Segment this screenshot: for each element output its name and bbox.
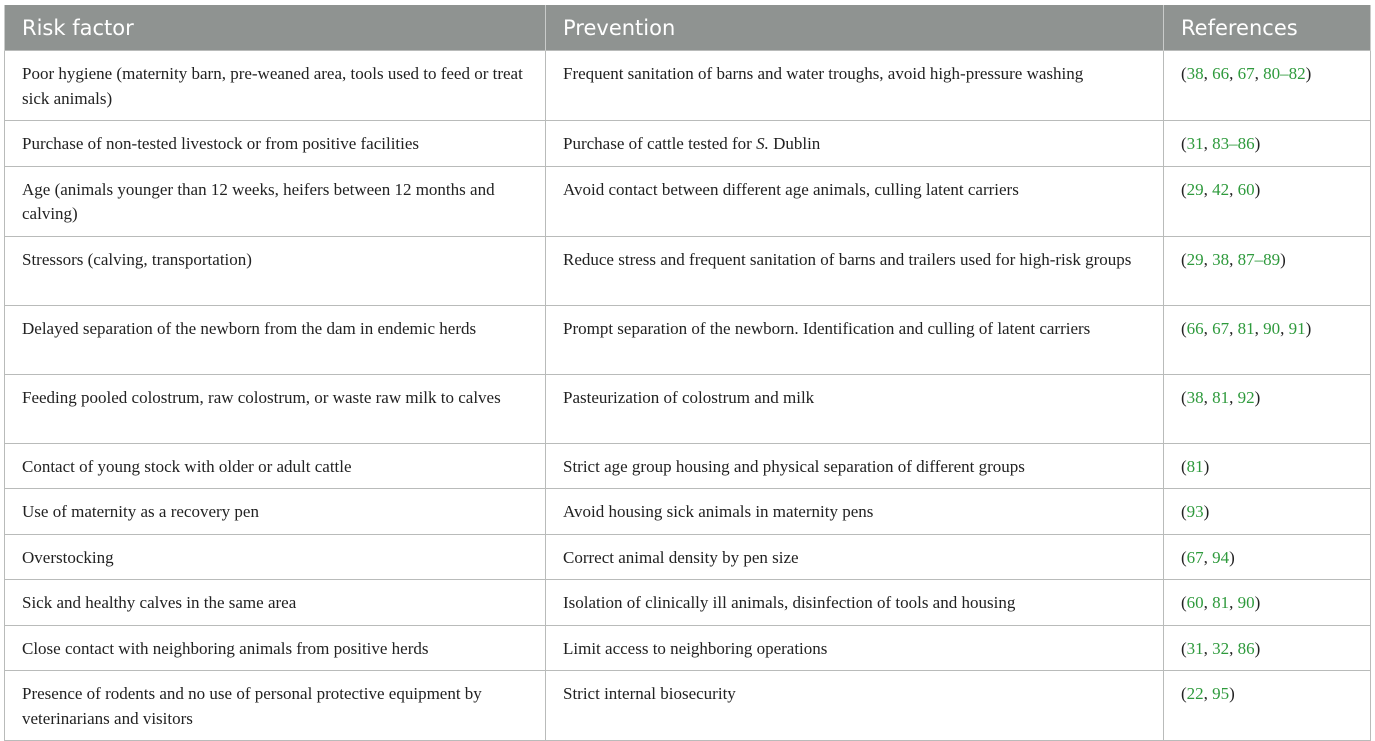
table-row <box>5 489 1371 535</box>
reference-link[interactable]: 31 <box>1186 638 1204 658</box>
reference-link[interactable]: 81 <box>1212 387 1230 407</box>
references-cell: (93) <box>1164 489 1371 535</box>
reference-link[interactable]: 38 <box>1212 249 1230 269</box>
header-risk-factor: Risk factor <box>5 5 546 51</box>
header-references: References <box>1164 5 1371 51</box>
reference-link[interactable]: 93 <box>1186 502 1204 521</box>
risk-factor-cell: Overstocking <box>5 534 546 580</box>
references-cell: (38, 81, 92) <box>1164 374 1371 443</box>
references-cell: (29, 42, 60) <box>1164 166 1371 236</box>
risk-factor-cell: Stressors (calving, transportation) <box>5 236 546 305</box>
prevention-text: Dublin <box>768 134 821 153</box>
risk-prevention-table-container <box>4 5 1370 741</box>
table-row <box>5 374 1371 443</box>
table-row <box>5 580 1371 626</box>
reference-link[interactable]: 67 <box>1186 547 1204 567</box>
risk-factor-cell: Purchase of non-tested livestock or from positive facilities <box>5 121 546 167</box>
table-row <box>5 534 1371 580</box>
reference-link[interactable]: 90 <box>1263 318 1281 338</box>
risk-factor-cell: Feeding pooled colostrum, raw colostrum, or waste raw milk to calves <box>5 374 546 443</box>
prevention-cell: Prompt separation of the newborn. Identification and culling of latent carriers <box>546 305 1164 374</box>
prevention-text: Purchase of cattle tested for <box>563 134 757 153</box>
reference-link[interactable]: 22 <box>1186 684 1204 703</box>
reference-link[interactable]: 67 <box>1212 318 1230 338</box>
reference-link[interactable]: 81 <box>1212 593 1230 612</box>
reference-link[interactable]: 38 <box>1186 387 1204 407</box>
reference-link[interactable]: 95 <box>1212 684 1230 703</box>
table-row <box>5 166 1371 236</box>
prevention-cell: Avoid contact between different age animals, culling latent carriers <box>546 166 1164 236</box>
reference-link[interactable]: 29 <box>1186 249 1204 269</box>
reference-link[interactable]: 66 <box>1186 318 1204 338</box>
prevention-cell: Reduce stress and frequent sanitation of barns and trailers used for high-risk groups <box>546 236 1164 305</box>
table-row <box>5 671 1371 741</box>
table-row <box>5 51 1371 121</box>
references-cell: (22, 95) <box>1164 671 1371 741</box>
reference-link[interactable]: 86 <box>1237 638 1255 658</box>
reference-link[interactable]: 67 <box>1237 64 1255 83</box>
table-row <box>5 443 1371 489</box>
references-cell: (31, 32, 86) <box>1164 625 1371 671</box>
table-header-row <box>5 5 1371 51</box>
reference-link[interactable]: 92 <box>1237 387 1255 407</box>
reference-link[interactable]: 91 <box>1288 318 1306 338</box>
table-body <box>5 51 1371 741</box>
prevention-cell: Strict internal biosecurity <box>546 671 1164 741</box>
reference-link[interactable]: 32 <box>1212 638 1230 658</box>
risk-factor-cell: Contact of young stock with older or adult cattle <box>5 443 546 489</box>
prevention-cell <box>546 121 1164 167</box>
reference-link[interactable]: 81 <box>1237 318 1255 338</box>
risk-factor-cell: Use of maternity as a recovery pen <box>5 489 546 535</box>
reference-link[interactable]: 81 <box>1186 456 1204 476</box>
risk-factor-cell: Delayed separation of the newborn from the dam in endemic herds <box>5 305 546 374</box>
references-cell: (81) <box>1164 443 1371 489</box>
references-cell: (67, 94) <box>1164 534 1371 580</box>
reference-link[interactable]: 87–89 <box>1237 249 1281 269</box>
reference-link[interactable]: 29 <box>1186 179 1204 199</box>
reference-link[interactable]: 60 <box>1237 179 1255 199</box>
risk-factor-cell: Close contact with neighboring animals from positive herds <box>5 625 546 671</box>
prevention-cell: Strict age group housing and physical separation of different groups <box>546 443 1164 489</box>
reference-link[interactable]: 83–86 <box>1212 134 1255 153</box>
reference-link[interactable]: 42 <box>1212 179 1230 199</box>
prevention-cell: Correct animal density by pen size <box>546 534 1164 580</box>
prevention-cell: Frequent sanitation of barns and water troughs, avoid high-pressure washing <box>546 51 1164 121</box>
table-row <box>5 236 1371 305</box>
reference-link[interactable]: 31 <box>1186 134 1204 153</box>
table-row <box>5 625 1371 671</box>
prevention-cell: Pasteurization of colostrum and milk <box>546 374 1164 443</box>
reference-link[interactable]: 60 <box>1186 593 1204 612</box>
references-cell: (38, 66, 67, 80–82) <box>1164 51 1371 121</box>
reference-link[interactable]: 38 <box>1186 64 1204 83</box>
table-row <box>5 121 1371 167</box>
risk-factor-cell: Poor hygiene (maternity barn, pre-weaned area, tools used to feed or treat sick animals) <box>5 51 546 121</box>
prevention-cell: Limit access to neighboring operations <box>546 625 1164 671</box>
table-row <box>5 305 1371 374</box>
references-cell: (29, 38, 87–89) <box>1164 236 1371 305</box>
references-cell: (60, 81, 90) <box>1164 580 1371 626</box>
reference-link[interactable]: 80–82 <box>1263 64 1306 83</box>
prevention-cell: Isolation of clinically ill animals, disinfection of tools and housing <box>546 580 1164 626</box>
prevention-cell: Avoid housing sick animals in maternity pens <box>546 489 1164 535</box>
species-abbreviation: S. <box>756 134 769 153</box>
risk-factor-cell: Age (animals younger than 12 weeks, heifers between 12 months and calving) <box>5 166 546 236</box>
risk-factor-cell: Sick and healthy calves in the same area <box>5 580 546 626</box>
reference-link[interactable]: 90 <box>1237 593 1255 612</box>
risk-prevention-table <box>4 5 1371 741</box>
risk-factor-cell: Presence of rodents and no use of personal protective equipment by veterinarians and visitors <box>5 671 546 741</box>
header-prevention: Prevention <box>546 5 1164 51</box>
references-cell: (31, 83–86) <box>1164 121 1371 167</box>
reference-link[interactable]: 66 <box>1212 64 1230 83</box>
references-cell: (66, 67, 81, 90, 91) <box>1164 305 1371 374</box>
reference-link[interactable]: 94 <box>1212 547 1230 567</box>
